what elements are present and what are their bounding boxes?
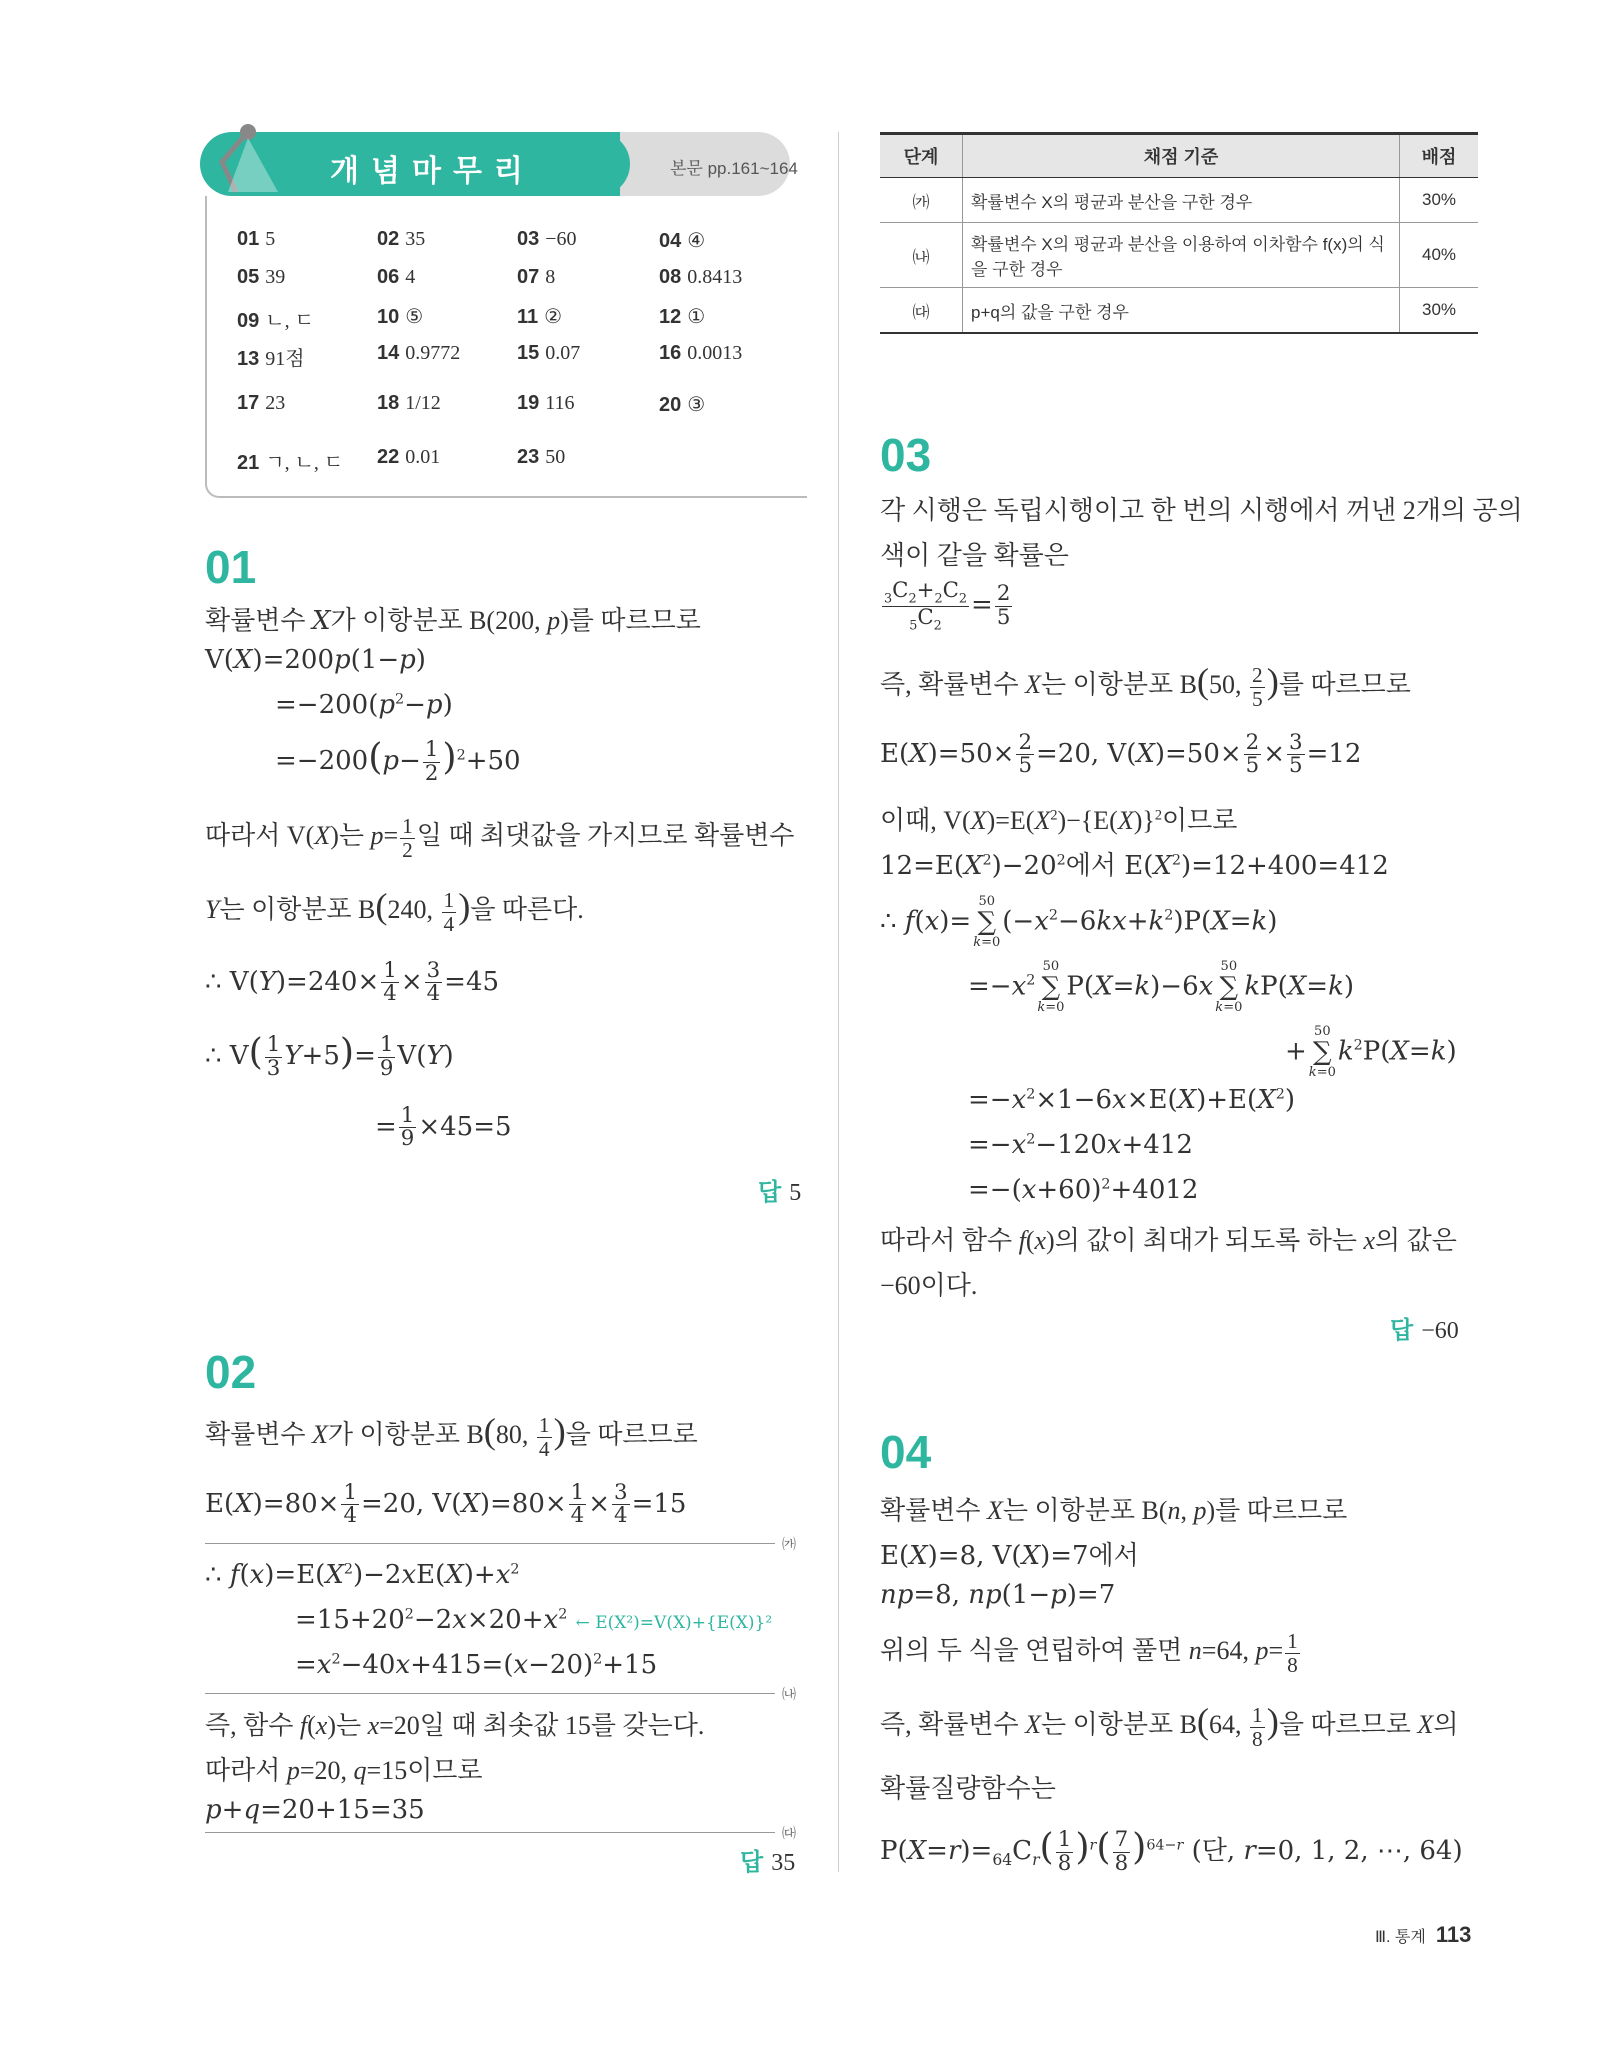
table-row <box>880 223 1478 288</box>
q04-line-6: 확률질량함수는 <box>880 1774 1056 1803</box>
divider <box>205 1832 775 1833</box>
section-banner <box>200 132 805 196</box>
q01-line-6: Y는 이항분포 B(240, $\frac{1}{4}$ )을 따른다. <box>205 886 584 936</box>
column-divider <box>838 132 839 1872</box>
q03-line-3: $\frac{_3C_2+_2C_2}{_5C_2}$ = $\frac{2}{5}$ <box>884 578 1011 633</box>
banner-title-cap <box>550 132 630 196</box>
step-mark-ga: ㈎ <box>782 1536 796 1552</box>
q03-line-6: 이때, $V(X)=E(X^2)-\{E(X)\}^2$이므로 <box>880 806 1238 835</box>
answer-item-07: 07 8 <box>517 266 556 288</box>
answer-item-18: 18 1/12 <box>377 392 441 414</box>
answer-item-17: 17 23 <box>237 392 286 414</box>
col-header-points: 배점 <box>1400 134 1479 178</box>
q03-line-11: $=-x^2\times 1-6x\times E(X)+E(X^2)$ <box>968 1085 1295 1115</box>
page-footer <box>1375 1922 1471 1948</box>
question-number-01: 01 <box>205 541 257 593</box>
q03-line-1: 각 시행은 독립시행이고 한 번의 시행에서 꺼낸 2개의 공의 <box>880 496 1523 525</box>
q03-line-7: $12=E(X^2)-20^2$에서 $E(X^2)=12+400=412$ <box>880 851 1389 881</box>
answer-item-06: 06 4 <box>377 266 416 288</box>
q04-line-7: $P(X=r)=_{64}C_r$( $\frac{1}{8}$ )$^r$( $\frac{7}{8}$ )$^{64-r}$ (단, r=0, 1, 2, ⋯, 64) <box>880 1825 1463 1876</box>
step-cell: ㈎ <box>880 178 963 223</box>
divider <box>205 1693 775 1694</box>
q02-line-1: 확률변수 X가 이항분포 B(80, $\frac{1}{4}$ )을 따르므로 <box>205 1411 698 1461</box>
q02-line-4: $=15+20^2-2x\times 20+x^2$ ← E(X²)=V(X)+{E(X)}² <box>295 1605 773 1635</box>
q03-line-14: 따라서 함수 f(x)의 값이 최대가 되도록 하는 x의 값은 <box>880 1226 1457 1255</box>
q01-line-1: 확률변수 X가 이항분포 B(200, p)를 따르므로 <box>205 606 701 636</box>
answer-item-16: 16 0.0013 <box>659 342 743 364</box>
criteria-cell: p+q의 값을 구한 경우 <box>963 288 1400 334</box>
q03-answer: 답 −60 <box>1390 1317 1459 1344</box>
q03-line-2: 색이 같을 확률은 <box>880 541 1069 570</box>
q02-line-5: $=x^2-40x+415=(x-20)^2+15$ <box>295 1650 658 1680</box>
q01-line-5: 따라서 V(X)는 p= $\frac{1}{2}$ 일 때 최댓값을 가지므로 확률변수 <box>205 814 795 862</box>
col-header-criteria: 채점 기준 <box>963 134 1400 178</box>
footer-section: Ⅲ. 통계 <box>1375 1929 1426 1946</box>
col-header-step: 단계 <box>880 134 963 178</box>
q03-line-8: ∴ f(x)= 50 ∑ k=0 $(-x^2-6kx+k^2)P(X=k)$ <box>880 894 1278 950</box>
lamp-icon <box>208 122 278 202</box>
answer-item-05: 05 39 <box>237 266 286 288</box>
answer-item-10: 10 ⑤ <box>377 306 424 328</box>
points-cell: 30% <box>1400 288 1479 334</box>
step-mark-na: ㈏ <box>782 1686 796 1702</box>
criteria-cell: 확률변수 X의 평균과 분산을 구한 경우 <box>963 178 1400 223</box>
answer-item-01: 01 5 <box>237 228 276 250</box>
q01-line-8: ∴ V( $\frac{1}{3}$ Y+5)= $\frac{1}{9}$ V(Y) <box>205 1030 454 1081</box>
scoring-table <box>880 132 1478 334</box>
q02-line-2: E(X)=80× $\frac{1}{4}$ =20, V(X)=80× $\frac{1}{4}$ × $\frac{3}{4}$ =15 <box>205 1480 687 1529</box>
answer-item-23: 23 50 <box>517 446 566 468</box>
answer-item-21: 21 ㄱ, ㄴ, ㄷ <box>237 452 344 474</box>
answer-item-13: 13 91점 <box>237 348 305 370</box>
divider <box>205 1543 775 1544</box>
q03-line-4: 즉, 확률변수 X는 이항분포 B(50, $\frac{2}{5}$ )를 따르므로 <box>880 661 1411 711</box>
table-row <box>880 178 1478 223</box>
answer-item-02: 02 35 <box>377 228 426 250</box>
q01-line-4: =−200(p− $\frac{1}{2}$ )$^2$+50 <box>275 735 521 786</box>
answer-item-08: 08 0.8413 <box>659 266 743 288</box>
table-row <box>880 288 1478 334</box>
question-number-03: 03 <box>880 429 932 481</box>
page-reference: 본문 pp.161~164 <box>670 159 798 178</box>
q03-line-13: $=-(x+60)^2+4012$ <box>968 1175 1199 1205</box>
q03-line-9: $=-x^2$ 50 ∑ k=0 P(X=k)−6x 50 ∑ k=0 kP(X=k) <box>968 959 1354 1015</box>
q03-line-5: E(X)=50× $\frac{2}{5}$ =20, V(X)=50× $\frac{2}{5}$ × $\frac{3}{5}$ =12 <box>880 730 1362 779</box>
q04-line-5: 즉, 확률변수 X는 이항분포 B(64, $\frac{1}{8}$ )을 따르므로 X의 <box>880 1701 1459 1751</box>
step-mark-da: ㈐ <box>782 1825 796 1841</box>
section-title: 개념마무리 <box>330 155 535 188</box>
step-cell: ㈏ <box>880 223 963 288</box>
answer-item-20: 20 ③ <box>659 394 706 416</box>
q01-line-9: = $\frac{1}{9}$ ×45=5 <box>375 1103 512 1152</box>
step-cell: ㈐ <box>880 288 963 334</box>
q01-line-2: V(X)=200p(1−p) <box>205 645 426 675</box>
q04-line-2: E(X)=8, V(X)=7에서 <box>880 1541 1139 1571</box>
answer-item-04: 04 ④ <box>659 230 706 252</box>
q04-line-4: 위의 두 식을 연립하여 풀면 n=64, p= $\frac{1}{8}$ <box>880 1629 1298 1677</box>
answer-item-11: 11 ② <box>517 306 563 328</box>
answer-item-12: 12 ① <box>659 306 706 328</box>
q01-line-7: ∴ V(Y)=240× $\frac{1}{4}$ × $\frac{3}{4}$ =45 <box>205 958 500 1007</box>
points-cell: 30% <box>1400 178 1479 223</box>
q03-line-15: −60이다. <box>880 1271 978 1300</box>
question-number-02: 02 <box>205 1346 257 1398</box>
answer-item-15: 15 0.07 <box>517 342 581 364</box>
answer-item-03: 03 −60 <box>517 228 577 250</box>
q02-line-3: ∴ $f(x)=E(X^2)-2xE(X)+x^2$ <box>205 1560 520 1590</box>
answer-item-09: 09 ㄴ, ㄷ <box>237 310 314 332</box>
points-cell: 40% <box>1400 223 1479 288</box>
q04-line-1: 확률변수 X는 이항분포 B(n, p)를 따르므로 <box>880 1496 1348 1525</box>
q02-answer: 답 35 <box>740 1849 796 1876</box>
q01-line-3: $=-200(p^2-p)$ <box>275 690 453 720</box>
q03-line-12: $=-x^2-120x+412$ <box>968 1130 1193 1160</box>
q02-line-6: 즉, 함수 f(x)는 x=20일 때 최솟값 15를 갖는다. <box>205 1711 705 1740</box>
answer-item-19: 19 116 <box>517 392 575 414</box>
q02-line-8: p+q=20+15=35 <box>205 1795 425 1825</box>
q04-line-3: np=8, np(1−p)=7 <box>880 1580 1116 1610</box>
page-number: 113 <box>1435 1922 1472 1947</box>
q03-line-10: + 50 ∑ k=0 $k^2P(X=k)$ <box>1285 1024 1457 1080</box>
answer-item-22: 22 0.01 <box>377 446 441 468</box>
q01-answer: 답 5 <box>758 1179 802 1206</box>
q02-line-7: 따라서 p=20, q=15이므로 <box>205 1756 483 1785</box>
answer-item-14: 14 0.9772 <box>377 342 461 364</box>
criteria-cell: 확률변수 X의 평균과 분산을 이용하여 이차함수 f(x)의 식을 구한 경우 <box>963 223 1400 288</box>
question-number-04: 04 <box>880 1426 932 1478</box>
